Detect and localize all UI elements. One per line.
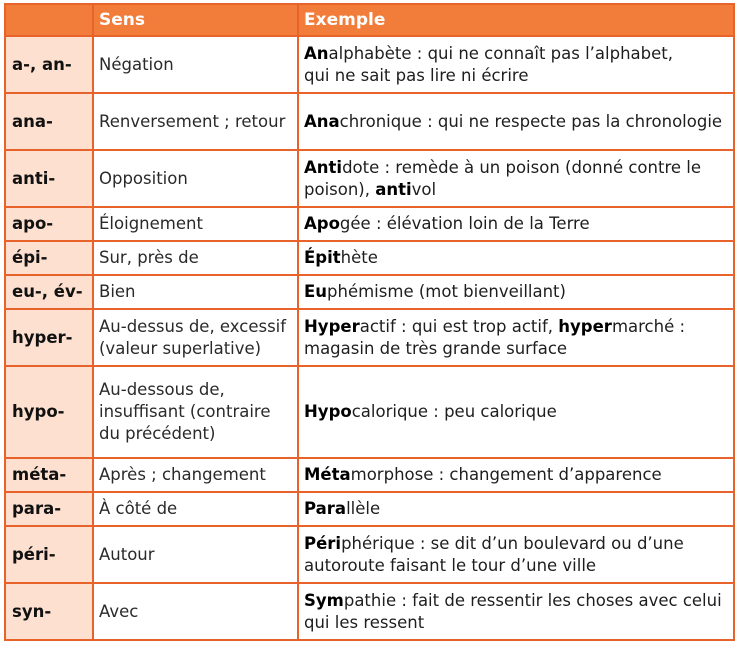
prefix-highlight: hyper xyxy=(558,316,612,336)
prefix-highlight: An xyxy=(304,43,329,63)
exemple-cell: Épithète xyxy=(298,241,734,275)
sens-cell: Opposition xyxy=(93,150,298,207)
exemple-cell: Périphérique : se dit d’un boulevard ou d’une autoroute faisant le tour d’une ville xyxy=(298,526,734,583)
table-row xyxy=(5,526,734,583)
prefix-highlight: Para xyxy=(304,499,347,518)
sens-cell: Avec xyxy=(93,583,298,640)
prefix-cell: méta- xyxy=(5,458,93,492)
exemple-cell: Euphémisme (mot bienveillant) xyxy=(298,275,734,309)
exemple-cell: Antidote : remède à un poison (donné contre le poison), antivol xyxy=(298,150,734,207)
prefix-cell: apo- xyxy=(5,207,93,241)
header-prefix xyxy=(5,4,93,36)
header-exemple: Exemple xyxy=(298,4,734,36)
sens-cell: Au-dessus de, excessif (valeur superlative) xyxy=(93,309,298,366)
prefix-highlight: Ana xyxy=(304,111,340,131)
sens-cell: Éloignement xyxy=(93,207,298,241)
prefix-table-container xyxy=(4,3,733,641)
prefix-highlight: Hyper xyxy=(304,316,360,336)
exemple-cell: Hyperactif : qui est trop actif, hypermarché : magasin de très grande surface xyxy=(298,309,734,366)
table-row xyxy=(5,36,734,93)
prefix-highlight: Sym xyxy=(304,590,344,610)
prefix-cell: hypo- xyxy=(5,366,93,458)
table-row xyxy=(5,458,734,492)
exemple-cell: Métamorphose : changement d’apparence xyxy=(298,458,734,492)
table-row xyxy=(5,150,734,207)
table-row xyxy=(5,492,734,526)
sens-cell: Après ; changement xyxy=(93,458,298,492)
prefix-cell: eu-, év- xyxy=(5,275,93,309)
header-sens: Sens xyxy=(93,4,298,36)
prefix-highlight: Anti xyxy=(304,157,343,177)
prefix-highlight: Apo xyxy=(304,214,340,233)
table-row xyxy=(5,93,734,150)
table-body xyxy=(5,36,734,640)
sens-cell: Au-dessous de, insuffisant (contraire du précédent) xyxy=(93,366,298,458)
exemple-cell: Sympathie : fait de ressentir les choses avec celui qui les ressent xyxy=(298,583,734,640)
prefix-table xyxy=(4,3,735,641)
exemple-cell: Anachronique : qui ne respecte pas la chronologie xyxy=(298,93,734,150)
sens-cell: Bien xyxy=(93,275,298,309)
table-row xyxy=(5,309,734,366)
exemple-cell: Parallèle xyxy=(298,492,734,526)
sens-cell: Renversement ; retour xyxy=(93,93,298,150)
sens-cell: À côté de xyxy=(93,492,298,526)
prefix-cell: a-, an- xyxy=(5,36,93,93)
prefix-cell: péri- xyxy=(5,526,93,583)
table-row xyxy=(5,366,734,458)
prefix-highlight: Péri xyxy=(304,533,342,553)
prefix-highlight: Eu xyxy=(304,282,328,301)
prefix-cell: syn- xyxy=(5,583,93,640)
prefix-cell: hyper- xyxy=(5,309,93,366)
sens-cell: Sur, près de xyxy=(93,241,298,275)
prefix-highlight: Méta xyxy=(304,465,351,484)
prefix-cell: anti- xyxy=(5,150,93,207)
prefix-highlight: Épit xyxy=(304,248,341,267)
table-row xyxy=(5,583,734,640)
table-header-row xyxy=(5,4,734,36)
table-row xyxy=(5,207,734,241)
prefix-highlight: Hypo xyxy=(304,402,352,421)
exemple-cell: Apogée : élévation loin de la Terre xyxy=(298,207,734,241)
sens-cell: Autour xyxy=(93,526,298,583)
table-row xyxy=(5,241,734,275)
sens-cell: Négation xyxy=(93,36,298,93)
table-row xyxy=(5,275,734,309)
exemple-cell: Analphabète : qui ne connaît pas l’alphabet, qui ne sait pas lire ni écrire xyxy=(298,36,734,93)
exemple-cell: Hypocalorique : peu calorique xyxy=(298,366,734,458)
prefix-highlight: anti xyxy=(375,179,412,199)
prefix-cell: ana- xyxy=(5,93,93,150)
prefix-cell: épi- xyxy=(5,241,93,275)
prefix-cell: para- xyxy=(5,492,93,526)
